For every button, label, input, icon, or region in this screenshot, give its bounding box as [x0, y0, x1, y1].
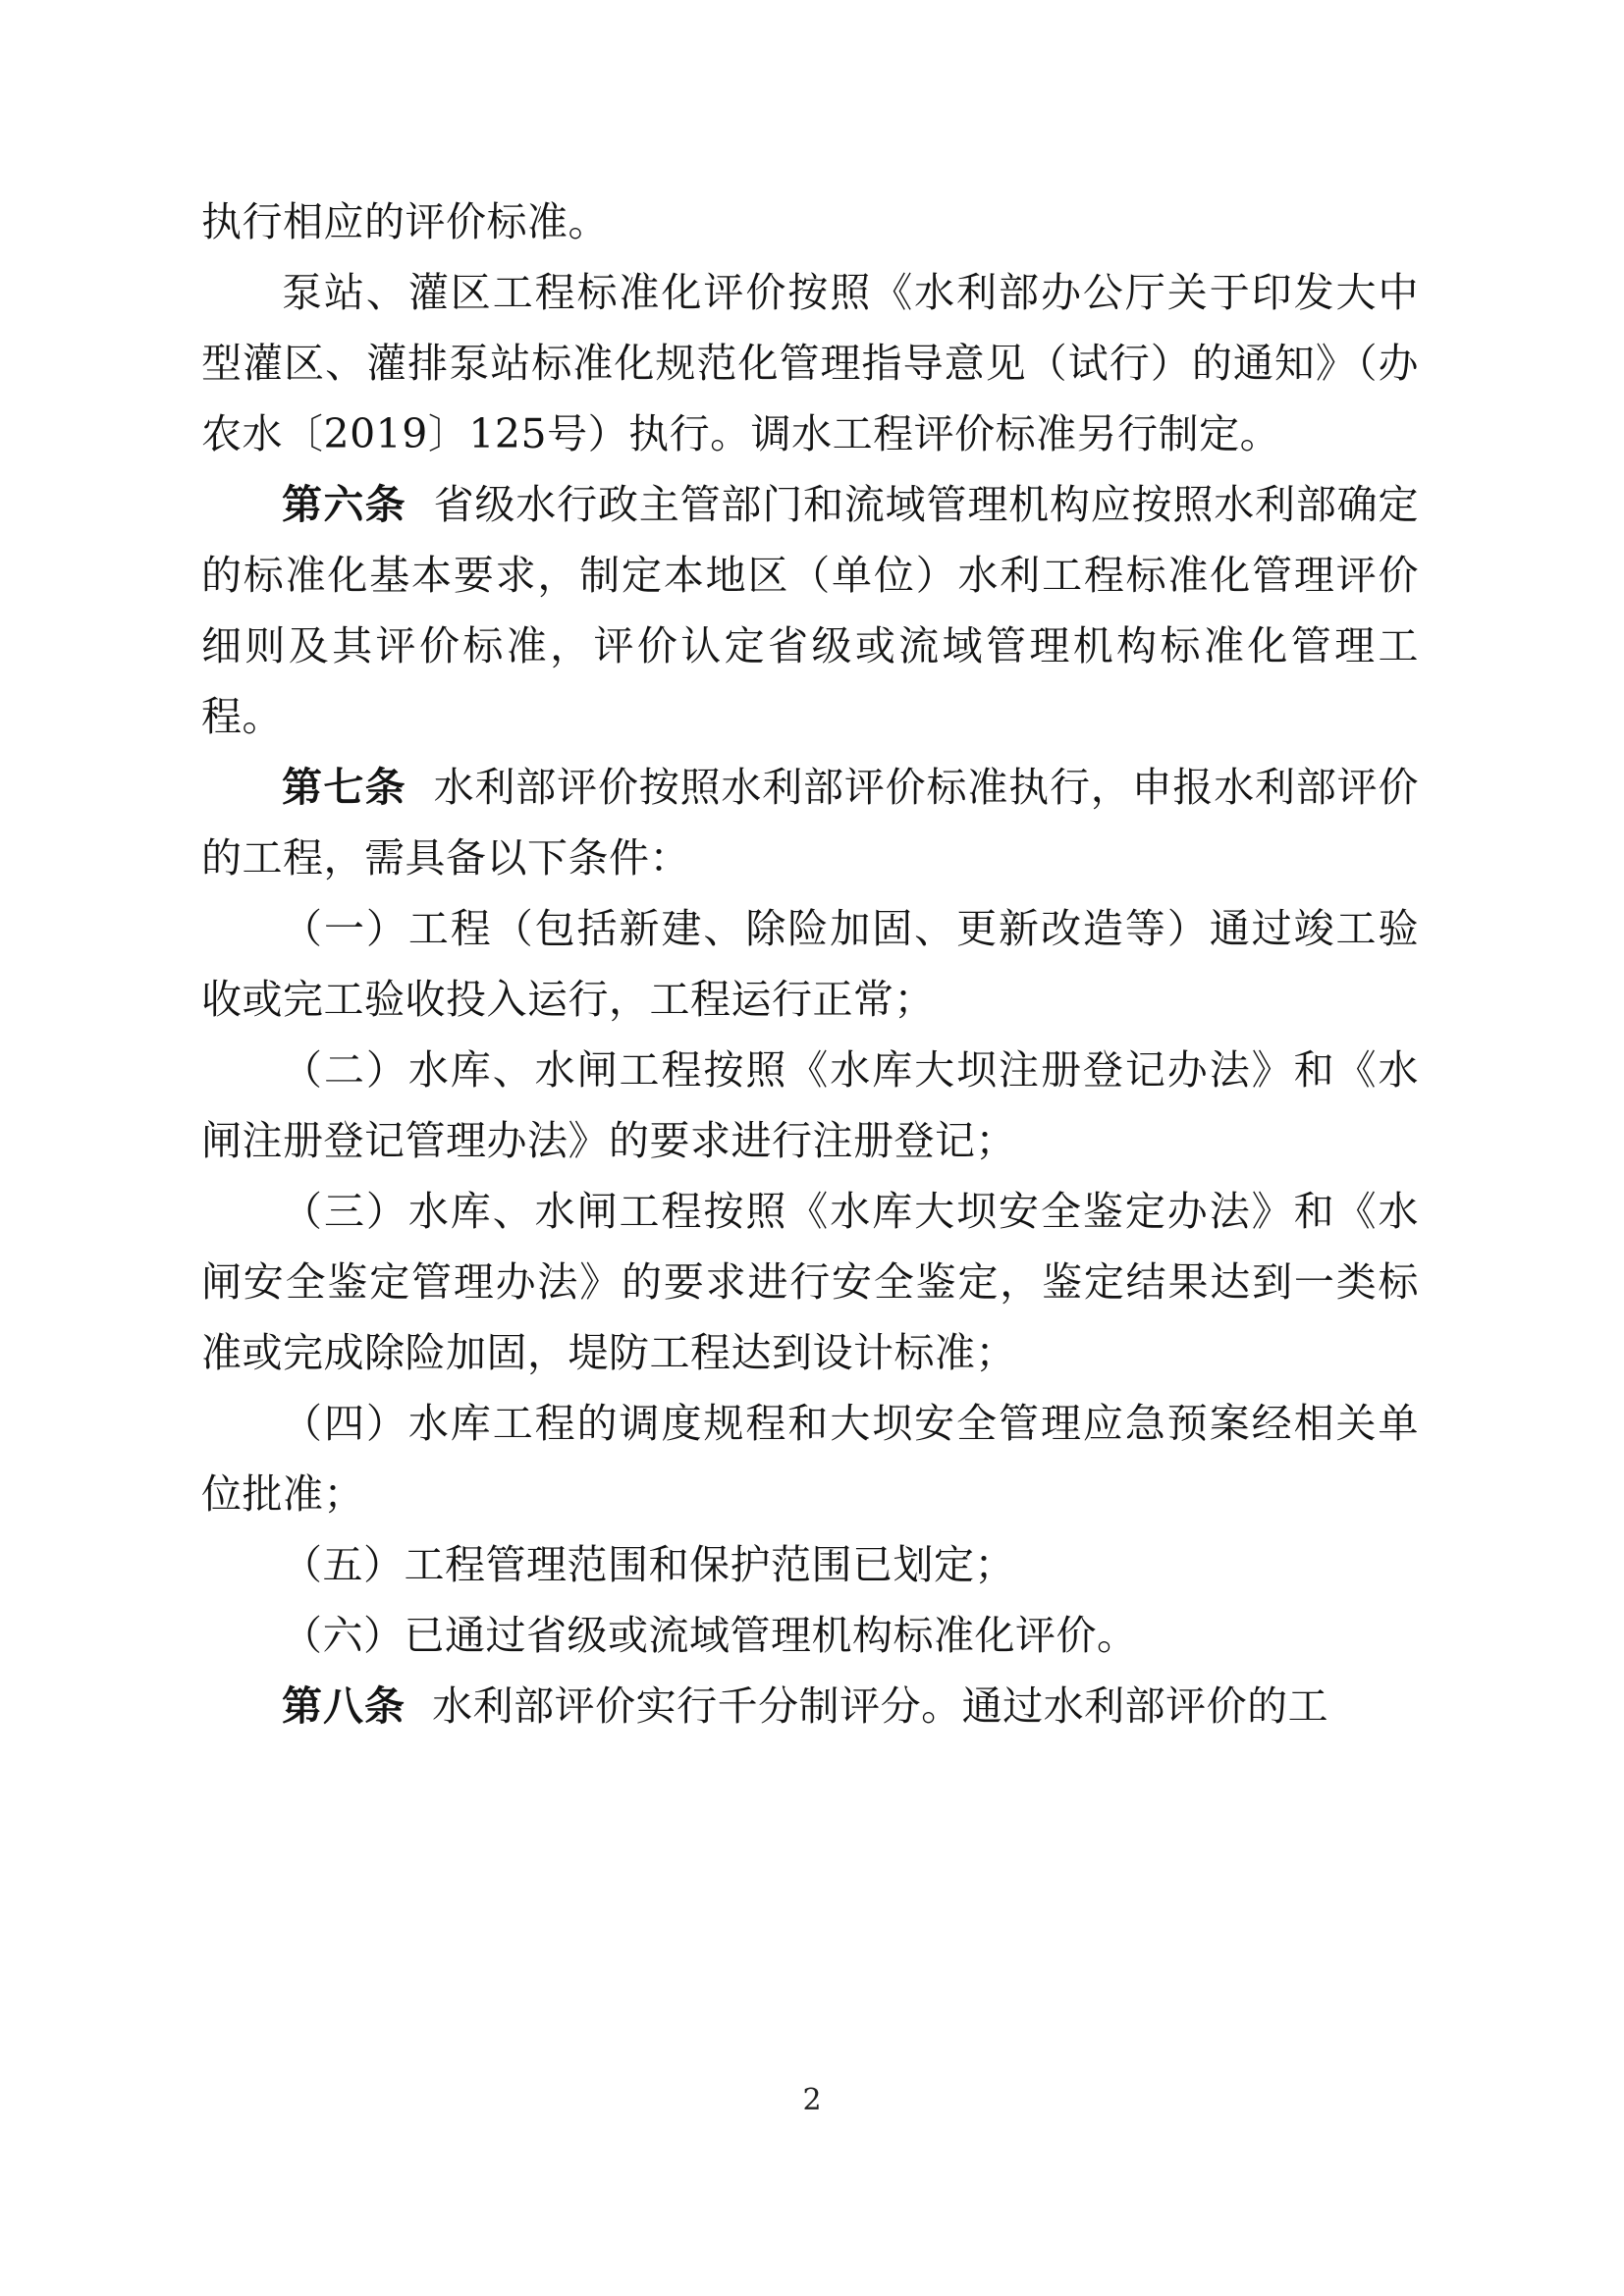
list-item: （六）已通过省级或流域管理机构标准化评价。: [282, 1612, 1138, 1659]
article-text: 水利部评价按照水利部评价标准执行，申报水利部评价的工程，需具备以下条件：: [201, 764, 1419, 881]
paragraph: 泵站、灌区工程标准化评价按照《水利部办公厅关于印发大中型灌区、灌排泵站标准化规范化管理指导意见（试行）的通知》（办农水〔2019〕125号）执行。调水工程评价标准另行制定。: [201, 269, 1419, 457]
list-item: （二）水库、水闸工程按照《水库大坝注册登记办法》和《水闸注册登记管理办法》的要求进行注册登记；: [201, 1046, 1419, 1164]
list-item: （一）工程（包括新建、除险加固、更新改造等）通过竣工验收或完工验收投入运行，工程运行正常；: [201, 905, 1419, 1023]
article-paragraph: [201, 1671, 1419, 1741]
list-item: （五）工程管理范围和保护范围已划定；: [282, 1541, 1015, 1588]
article-label: 第七条: [282, 764, 406, 811]
document-body: [201, 187, 1419, 1741]
article-paragraph: [201, 469, 1419, 752]
page-number: 2: [802, 2083, 822, 2117]
article-text: 省级水行政主管部门和流域管理机构应按照水利部确定的标准化基本要求，制定本地区（单位）水利工程标准化管理评价细则及其评价标准，评价认定省级或流域管理机构标准化管理工程。: [201, 481, 1419, 740]
article-label: 第八条: [282, 1682, 406, 1730]
article-text: 水利部评价实行千分制评分。通过水利部评价的工: [432, 1682, 1329, 1730]
article-label: 第六条: [282, 481, 406, 528]
paragraph: 执行相应的评价标准。: [201, 198, 609, 245]
list-item: （四）水库工程的调度规程和大坝安全管理应急预案经相关单位批准；: [201, 1400, 1419, 1518]
article-paragraph: [201, 752, 1419, 893]
list-item: （三）水库、水闸工程按照《水库大坝安全鉴定办法》和《水闸安全鉴定管理办法》的要求进行安全鉴定，鉴定结果达到一类标准或完成除险加固，堤防工程达到设计标准；: [201, 1188, 1419, 1376]
